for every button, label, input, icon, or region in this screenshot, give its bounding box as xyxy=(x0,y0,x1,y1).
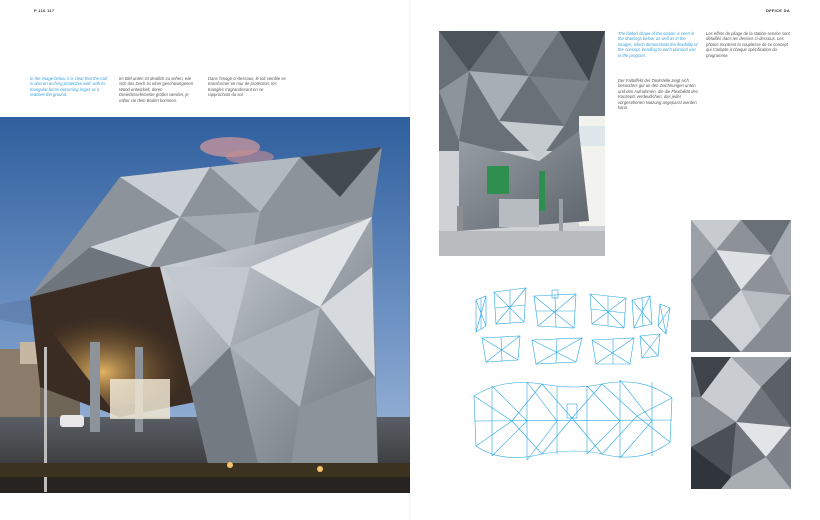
page-folio-left: P 116 117 xyxy=(34,8,55,13)
caption-right-fr: Les effets de pliage de la station-service sont détaillés dans les dessins ci-dessous. Les photos montrent la souplesse de ce concept qui s'adapte à chaque spécification du programme. xyxy=(706,31,790,58)
caption-left-fr: Dans l'image ci-dessous, le toit semble se transformer en mur de protection, les triangles s'agrandissant en se rapprochant du sol. xyxy=(208,76,286,98)
mesh-panel-large xyxy=(474,380,672,460)
page-gutter xyxy=(409,0,411,520)
station-exterior-dusk-photo xyxy=(0,117,410,493)
mesh-panel-top-row xyxy=(476,288,670,334)
caption-left-en: In the image below, it is clear that the roof is also an arching protective wall, with its triangular forms becoming larger as it reaches the ground. xyxy=(30,76,108,98)
caption-right-de: Der Faltoffekt der Tankstelle zeigt sich besonders gut an den Zeichnungen unten und den Aufnahmen, die die Flexibilität des Konzepts verdeutlichen, das jeder vorgesehenen Nutzung angepasst werden kann. xyxy=(618,78,698,111)
station-interior-canopy-photo xyxy=(439,31,605,256)
folded-mesh-drawing xyxy=(472,286,680,474)
caption-left-de: Im Bild unten ist deutlich zu sehen, wie sich das Dach zu einer geschwungenen Wand entwickelt, deren Dreiecksselemente größer werden, je näher sie dem Boden kommen. xyxy=(119,76,194,103)
page-folio-right: OFFICE DA xyxy=(765,8,790,13)
caption-right-en: The folded shape of the station is seen in the drawings below, as well as in the images, which demonstrate the flexibility of the concept, bending to each planned use in the program. xyxy=(618,31,698,58)
panel-detail-photo-bottom xyxy=(691,357,791,489)
mesh-panel-middle-row xyxy=(482,334,660,364)
panel-detail-photo-top xyxy=(691,220,791,352)
